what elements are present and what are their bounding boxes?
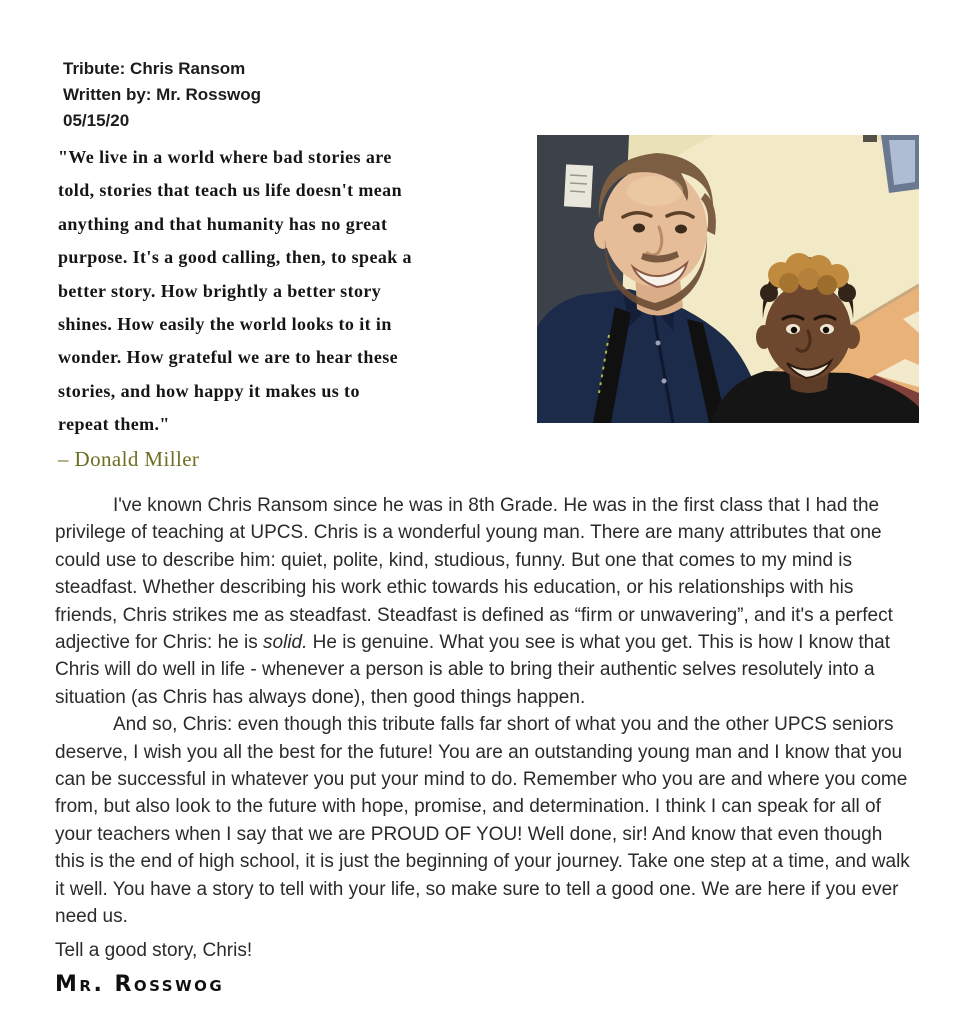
body-paragraph-1 <box>55 492 915 711</box>
signature: Mr. Rosswog <box>55 972 225 997</box>
document-title: Tribute: Chris Ransom <box>63 59 246 78</box>
paragraph-1-text: I've known Chris Ransom since he was in 8th Grade. He was in the first class that I had the privilege of teaching at UPCS. Chris is a wonderful young man. There are many attributes that one could use to describe him: quiet, polite, kind, studious, funny. But one that comes to my mind is steadfast. Whether describing his work ethic towards his education, or his relationships with his friends, Chris strikes me as steadfast. Steadfast is defined as “firm or unwavering”, and it's a perfect adjective for Chris: he is <box>55 495 893 654</box>
quote-line: purpose. It's a good calling, then, to speak a <box>58 247 412 268</box>
quote-line: repeat them." <box>58 414 170 435</box>
teacher-student-photo <box>537 135 919 423</box>
paragraph-1-italic-word: solid. <box>263 632 308 654</box>
body-paragraph-2: And so, Chris: even though this tribute falls far short of what you and the other UPCS seniors deserve, I wish you all the best for the future! You are an outstanding young man and I know that you can be successful in whatever you put your mind to do. Remember who you are and where you come from, but also look to the future with hope, promise, and determination. I think I can speak for all of your teachers when I say that we are PROUD OF YOU! Well done, sir! And know that even though this is the end of high school, it is just the beginning of your journey. Take one step at a time, and walk it well. You have a story to tell with your life, so make sure to tell a good one. We are here if you ever need us. <box>55 714 910 928</box>
quote-line: better story. How brightly a better story <box>58 280 382 301</box>
quote-line: shines. How easily the world looks to it in <box>58 314 392 335</box>
quote-attribution: – Donald Miller <box>58 446 200 471</box>
quote-block <box>58 141 536 471</box>
quote-line: told, stories that teach us life doesn't mean <box>58 180 402 201</box>
document-date: 05/15/20 <box>63 111 130 130</box>
photo-illustration <box>537 135 919 423</box>
quote-line: anything and that humanity has no great <box>58 213 388 234</box>
closing-block <box>55 939 252 997</box>
document-header <box>63 56 261 134</box>
document-author: Written by: Mr. Rosswog <box>63 85 262 104</box>
tribute-body <box>55 492 915 931</box>
closing-line: Tell a good story, Chris! <box>55 940 253 961</box>
quote-line: stories, and how happy it makes us to <box>58 380 360 401</box>
quote-line: "We live in a world where bad stories are <box>58 147 392 167</box>
paragraph-1-text-after: He is genuine. What you see is what you get. This is how I know that Chris will do well in life - whenever a person is able to bring their authentic selves resolutely into a situation (as Chris has always done), then good things happen. <box>55 632 891 708</box>
quote-line: wonder. How grateful we are to hear these <box>58 347 399 368</box>
